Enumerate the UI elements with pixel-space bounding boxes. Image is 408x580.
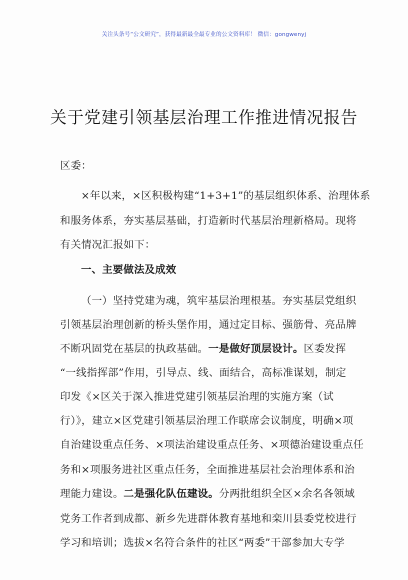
body-text-span: “一线指挥部”作用，引导点、线、面结合，高标准谋划，制定	[60, 367, 347, 379]
body-text-span: 学习和培训；选拔×名符合条件的社区“两委”干部参加大专学	[60, 537, 345, 549]
body-line	[60, 461, 355, 476]
body-line	[60, 316, 357, 331]
body-text-span: 理能力建设。	[60, 488, 124, 500]
body-line	[60, 388, 334, 403]
body-line	[60, 340, 346, 355]
body-text-span: 引领基层治理创新的桥头堡作用，通过定目标、强筋骨、亮品牌	[60, 319, 357, 331]
promo-banner: 关注头条号“公文研究”，获得最新最全最专业的公文资料库！ 微信：gongwenyj	[101, 32, 307, 38]
body-line	[81, 261, 176, 276]
body-line	[81, 292, 356, 307]
body-text-span: ×年以来，×区积极构建“1+3+1”的基层组织体系、治理体系	[81, 190, 371, 202]
body-line	[60, 485, 355, 500]
body-line	[60, 364, 346, 379]
body-line	[60, 236, 155, 251]
document-title: 关于党建引领基层治理工作推进情况报告	[50, 108, 358, 127]
body-text-span: 有关情况汇报如下：	[60, 239, 156, 251]
body-text-span: 区委发挥	[303, 343, 346, 355]
body-text-span: 务和×项服务进社区重点任务，全面推进基层社会治理体系和治	[60, 464, 355, 476]
body-line	[60, 436, 364, 451]
bold-heading-text: 一是做好顶层设计。	[208, 343, 304, 355]
body-line	[60, 212, 357, 227]
body-text-span: 行）》，建立×区党建引领基层治理工作联席会议制度，明确×项	[60, 415, 354, 427]
body-line	[81, 187, 370, 202]
body-line	[60, 412, 353, 427]
body-line	[60, 510, 357, 525]
bold-heading-text: 一、主要做法及成效	[81, 264, 177, 276]
body-line	[60, 534, 345, 549]
salutation: 区委：	[60, 160, 92, 172]
body-text-span: 分两批组织全区×余名各领域	[218, 488, 355, 500]
body-text-span: 不断巩固党在基层的执政基础。	[60, 343, 209, 355]
body-text-span: 自治建设重点任务、×项法治建设重点任务、×项德治建设重点任	[60, 439, 364, 451]
body-text-span: 党务工作者到成都、新乡先进群体教育基地和栾川县委党校进行	[60, 513, 357, 525]
body-text-span: 印发《×区关于深入推进党建引领基层治理的实施方案（试	[60, 391, 334, 403]
body-text-span: 和服务体系，夯实基层基础，打造新时代基层治理新格局。现将	[60, 215, 357, 227]
body-text-span: （一）坚持党建为魂，筑牢基层治理根基。夯实基层党组织	[81, 295, 357, 307]
bold-heading-text: 二是强化队伍建设。	[123, 488, 219, 500]
